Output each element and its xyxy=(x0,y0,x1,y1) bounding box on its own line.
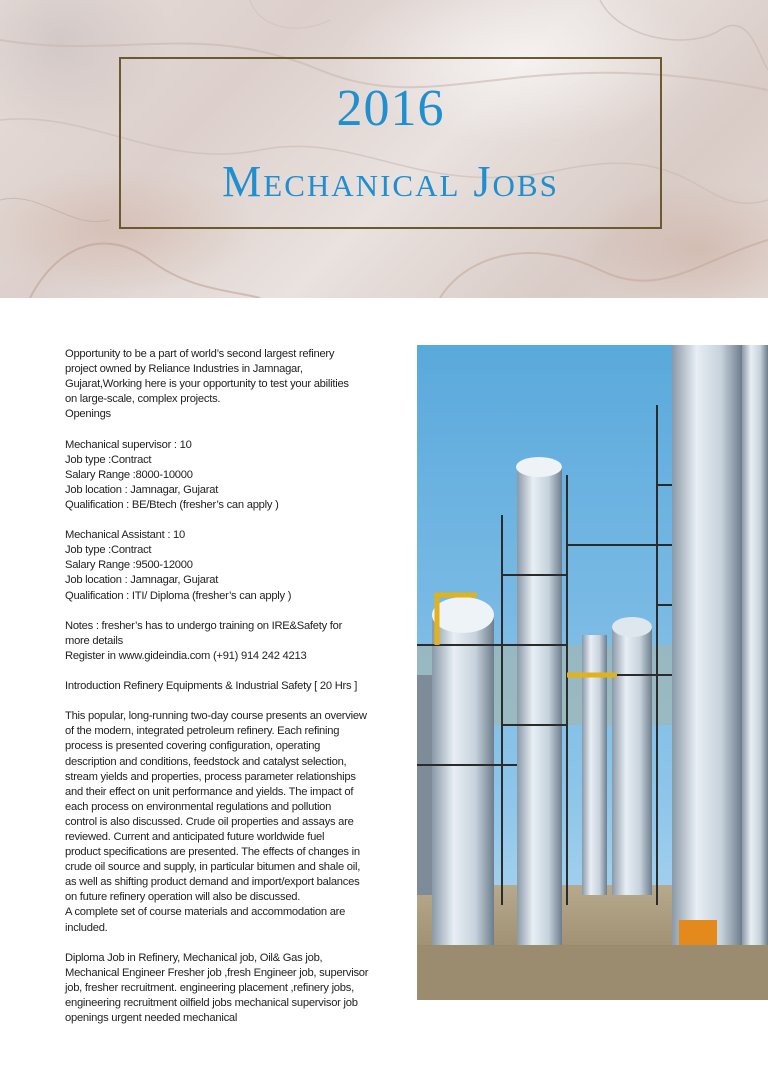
course-line: product specifications are presented. The effects of changes in xyxy=(65,846,360,859)
job-title: Mechanical supervisor : 10 xyxy=(65,438,192,451)
title-year: 2016 xyxy=(336,80,445,137)
course-line: of the modern, integrated petroleum refinery. Each refining xyxy=(65,725,340,738)
job-listing-assistant xyxy=(65,528,397,603)
job-type: Job type :Contract xyxy=(65,544,152,557)
course-line: included. xyxy=(65,921,108,934)
notes-line: Notes : fresher’s has to undergo training on IRE&Safety for xyxy=(65,619,343,632)
refinery-illustration xyxy=(417,345,768,1000)
course-line: This popular, long-running two-day course presents an overview xyxy=(65,710,367,723)
qualification: Qualification : BE/Btech (fresher’s can apply ) xyxy=(65,498,279,511)
job-posting-text xyxy=(65,347,397,1041)
intro-line: on large-scale, complex projects. xyxy=(65,393,221,406)
intro-line: project owned by Reliance Industries in Jamnagar, xyxy=(65,363,303,376)
keywords-line: Diploma Job in Refinery, Mechanical job, Oil& Gas job, xyxy=(65,951,323,964)
intro-paragraph xyxy=(65,347,397,422)
keywords-line: openings urgent needed mechanical xyxy=(65,1012,238,1025)
job-type: Job type :Contract xyxy=(65,453,152,466)
course-description xyxy=(65,709,397,935)
marble-header-banner xyxy=(0,0,768,298)
keywords-line: Mechanical Engineer Fresher job ,fresh Engineer job, supervisor xyxy=(65,966,369,979)
page-title: Mechanical Jobs xyxy=(222,157,559,206)
salary-range: Salary Range :9500-12000 xyxy=(65,559,193,572)
refinery-photo xyxy=(417,345,768,1000)
openings-heading: Openings xyxy=(65,408,111,421)
course-line: crude oil source and supply, in particular bitumen and shale oil, xyxy=(65,861,361,874)
course-line: as well as shifting product demand and import/export balances xyxy=(65,876,360,889)
course-line: stream yields and properties, process parameter relationships xyxy=(65,770,356,783)
keywords-line: job, fresher recruitment. engineering placement ,refinery jobs, xyxy=(65,981,354,994)
intro-line: Gujarat,Working here is your opportunity to test your abilities xyxy=(65,378,349,391)
notes-line: more details xyxy=(65,634,123,647)
course-line: A complete set of course materials and accommodation are xyxy=(65,906,346,919)
qualification: Qualification : ITI/ Diploma (fresher’s can apply ) xyxy=(65,589,292,602)
job-location: Job location : Jamnagar, Gujarat xyxy=(65,483,219,496)
job-title: Mechanical Assistant : 10 xyxy=(65,529,185,542)
keywords-line: engineering recruitment oilfield jobs mechanical supervisor job xyxy=(65,997,358,1010)
course-line: process is presented covering configuration, operating xyxy=(65,740,321,753)
course-line: each process on environmental regulations and pollution xyxy=(65,800,332,813)
keywords-paragraph xyxy=(65,951,397,1026)
course-title-paragraph xyxy=(65,679,397,694)
course-line: control is also discussed. Crude oil properties and assays are xyxy=(65,815,354,828)
register-line: Register in www.gideindia.com (+91) 914 242 4213 xyxy=(65,649,307,662)
course-line: and their effect on unit performance and yields. The impact of xyxy=(65,785,354,798)
course-line: on future refinery operation will also be discussed. xyxy=(65,891,301,904)
salary-range: Salary Range :8000-10000 xyxy=(65,468,193,481)
title-frame xyxy=(119,57,662,229)
course-title: Introduction Refinery Equipments & Industrial Safety [ 20 Hrs ] xyxy=(65,680,358,693)
course-line: reviewed. Current and anticipated future worldwide fuel xyxy=(65,831,325,843)
job-listing-supervisor xyxy=(65,438,397,513)
job-location: Job location : Jamnagar, Gujarat xyxy=(65,574,219,587)
course-line: description and conditions, feedstock and catalyst selection, xyxy=(65,755,347,768)
intro-line: Opportunity to be a part of world’s second largest refinery xyxy=(65,348,335,360)
notes-paragraph xyxy=(65,619,397,664)
